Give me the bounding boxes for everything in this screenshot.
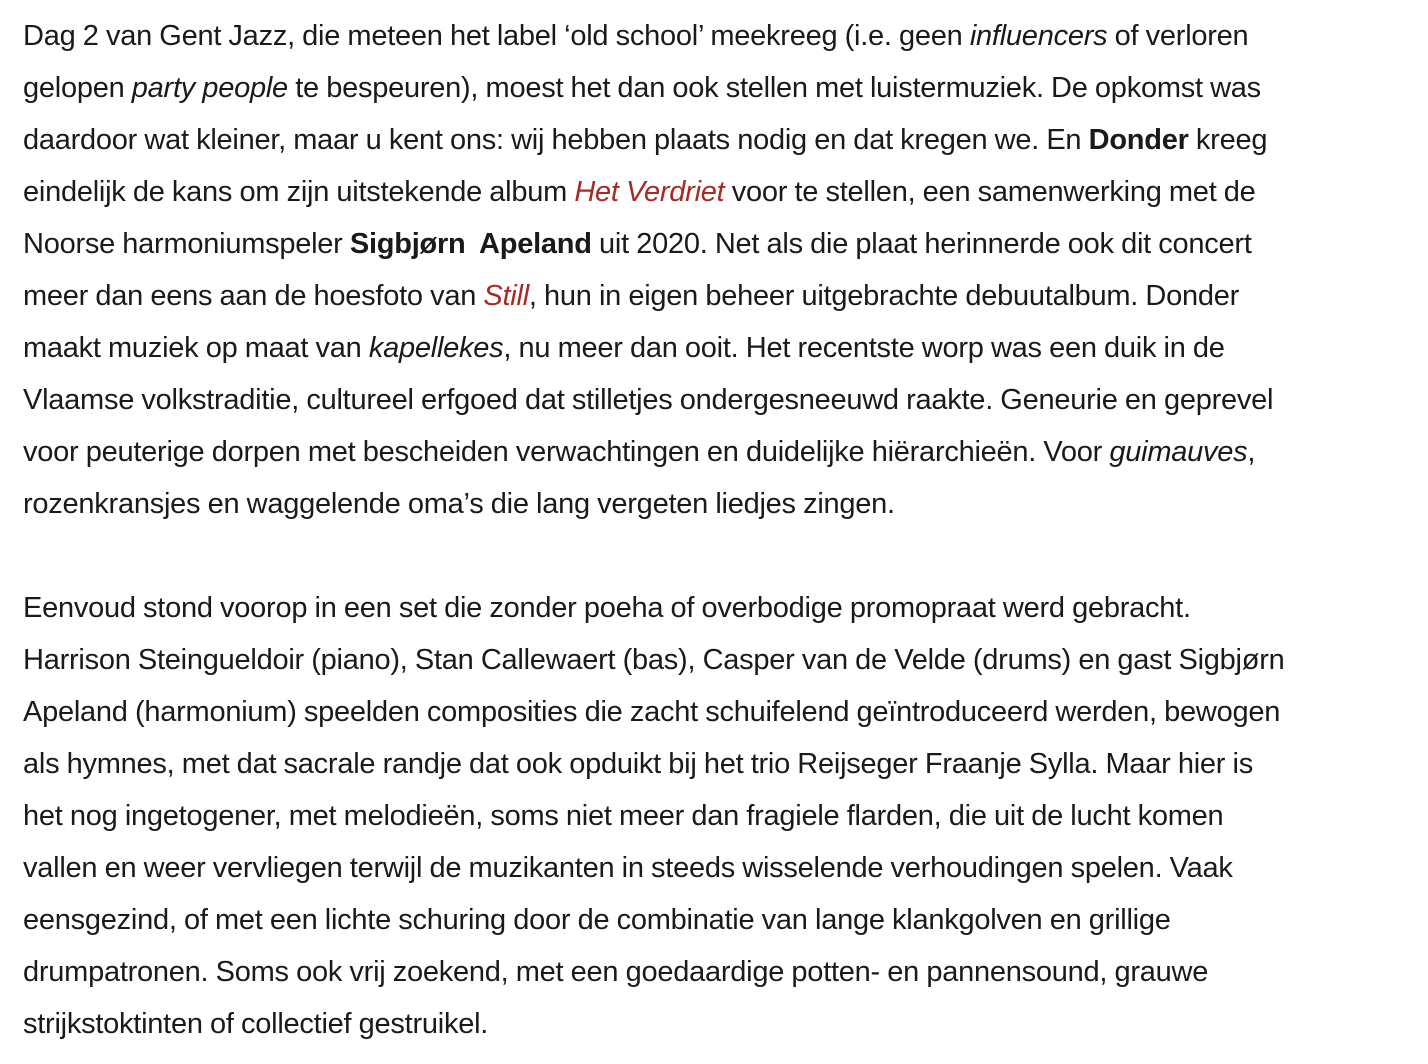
bold-sigbjorn-apeland: Sigbjørn Apeland <box>349 228 592 260</box>
link-still[interactable]: Still <box>483 280 529 312</box>
text-line: rozenkransjes en waggelende oma’s die lang vergeten liedjes zingen. <box>23 488 895 520</box>
text-line: strijkstoktinten of collectief gestruikel. <box>23 1008 489 1040</box>
paragraph-1 <box>23 10 1423 530</box>
text-line: Noorse harmoniumspeler Sigbjørn Apeland uit 2020. Net als die plaat herinnerde ook dit concert <box>23 228 1252 260</box>
text-line: Eenvoud stond voorop in een set die zonder poeha of overbodige promopraat werd gebracht. <box>23 592 1191 624</box>
paragraph-2 <box>23 582 1423 1050</box>
text-line: vallen en weer vervliegen terwijl de muzikanten in steeds wisselende verhoudingen spelen. Vaak <box>23 852 1233 884</box>
text-line: Apeland (harmonium) speelden composities die zacht schuifelend geïntroduceerd werden, bewogen <box>23 696 1281 728</box>
emphasis-influencers: influencers <box>969 20 1108 52</box>
text-line: als hymnes, met dat sacrale randje dat ook opduikt bij het trio Reijseger Fraanje Sylla. Maar hier is <box>23 748 1253 780</box>
text-line: Harrison Steingueldoir (piano), Stan Callewaert (bas), Casper van de Velde (drums) en gast Sigbjørn <box>23 644 1285 676</box>
text-line: eindelijk de kans om zijn uitstekende album Het Verdriet voor te stellen, een samenwerking met de <box>23 176 1256 208</box>
emphasis-party-people: party people <box>131 72 288 104</box>
text-line: Dag 2 van Gent Jazz, die meteen het label ‘old school’ meekreeg (i.e. geen influencers of verloren <box>23 20 1249 52</box>
text-line: maakt muziek op maat van kapellekes, nu meer dan ooit. Het recentste worp was een duik in de <box>23 332 1225 364</box>
text-line: voor peuterige dorpen met bescheiden verwachtingen en duidelijke hiërarchieën. Voor guimauves, <box>23 436 1256 468</box>
emphasis-guimauves: guimauves <box>1109 436 1248 468</box>
bold-donder: Donder <box>1088 124 1189 156</box>
text-line: Vlaamse volkstraditie, cultureel erfgoed dat stilletjes ondergesneeuwd raakte. Geneurie en geprevel <box>23 384 1274 416</box>
text-line: gelopen party people te bespeuren), moest het dan ook stellen met luistermuziek. De opkomst was <box>23 72 1261 104</box>
text-line: drumpatronen. Soms ook vrij zoekend, met een goedaardige potten- en pannensound, grauwe <box>23 956 1209 988</box>
text-line: het nog ingetogener, met melodieën, soms niet meer dan fragiele flarden, die uit de lucht komen <box>23 800 1224 832</box>
article-body <box>23 10 1423 1050</box>
link-het-verdriet[interactable]: Het Verdriet <box>574 176 725 208</box>
paragraph-spacer <box>23 530 1423 582</box>
emphasis-kapellekes: kapellekes <box>368 332 504 364</box>
text-line: meer dan eens aan de hoesfoto van Still, hun in eigen beheer uitgebrachte debuutalbum. Donder <box>23 280 1240 312</box>
text-line: daardoor wat kleiner, maar u kent ons: wij hebben plaats nodig en dat kregen we. En Donder kreeg <box>23 124 1268 156</box>
text-line: eensgezind, of met een lichte schuring door de combinatie van lange klankgolven en grillige <box>23 904 1171 936</box>
